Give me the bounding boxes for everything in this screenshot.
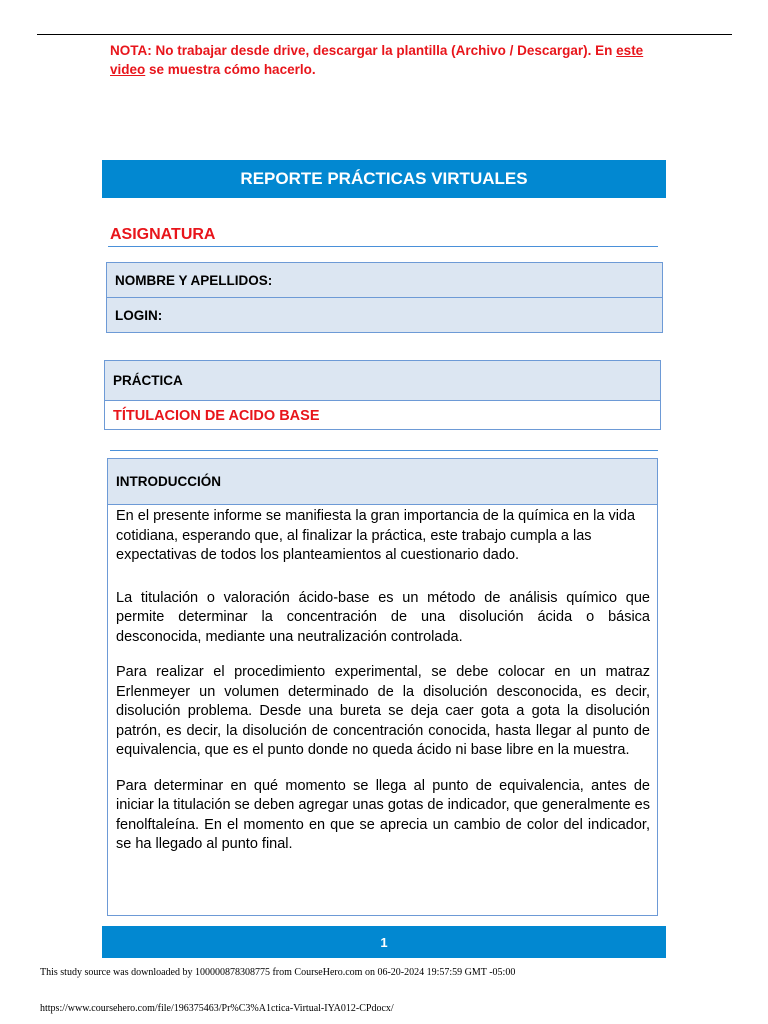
login-row[interactable] bbox=[107, 298, 662, 333]
name-row[interactable] bbox=[107, 263, 662, 298]
download-source-line: This study source was downloaded by 100000878308775 from CourseHero.com on 06-20-2024 19:57:59 GMT -05:00 bbox=[40, 967, 516, 978]
note-text-before: NOTA: No trabajar desde drive, descargar la plantilla (Archivo / Descargar). En bbox=[110, 43, 617, 58]
source-url[interactable]: https://www.coursehero.com/file/196375463/Pr%C3%A1ctica-Virtual-IYA012-CPdocx/ bbox=[40, 1003, 394, 1014]
login-label: LOGIN: bbox=[115, 308, 163, 323]
name-label: NOMBRE Y APELLIDOS: bbox=[115, 272, 273, 288]
asignatura-heading: ASIGNATURA bbox=[110, 226, 216, 243]
section-divider bbox=[110, 450, 658, 451]
report-title-banner bbox=[102, 160, 666, 198]
page-footer-bar bbox=[102, 926, 666, 958]
intro-paragraph: Para realizar el procedimiento experimental, se debe colocar en un matraz Erlenmeyer un volumen determinado de la disolución desconocida, es decir, disolución problema. Desde una bureta se deja caer gota a gota la disolución patrón, es decir, la disolución de concentración conocida, hasta llegar al punto de equivalencia, que es el punto donde no queda ácido ni base libre en la muestra. bbox=[116, 664, 650, 758]
practice-label: PRÁCTICA bbox=[113, 373, 183, 388]
practice-value-row[interactable] bbox=[105, 401, 660, 430]
practice-table bbox=[104, 360, 661, 430]
introduction-header bbox=[108, 459, 657, 505]
intro-paragraph: En el presente informe se manifiesta la gran importancia de la química en la vida cotidiana, esperando que, al finalizar la práctica, este trabajo cumpla a las expectativas de todos los planteamientos al cuestionario dado. bbox=[116, 508, 636, 563]
student-info-table bbox=[106, 262, 663, 333]
download-note bbox=[110, 41, 670, 79]
report-title: REPORTE PRÁCTICAS VIRTUALES bbox=[240, 169, 528, 188]
practice-label-row bbox=[105, 361, 660, 401]
asignatura-underline bbox=[108, 246, 658, 247]
intro-paragraph: Para determinar en qué momento se llega al punto de equivalencia, antes de iniciar la titulación se deben agregar unas gotas de indicador, que generalmente es fenolftaleína. En el momento en que se aprecia un cambio de color del indicador, se ha llegado al punto final. bbox=[116, 777, 650, 852]
introduction-body[interactable] bbox=[116, 507, 650, 871]
intro-paragraph: La titulación o valoración ácido-base es un método de análisis químico que permite determinar la concentración de una disolución ácida o básica desconocida, mediante una neutralización controlada. bbox=[116, 589, 650, 645]
video-link[interactable]: este video bbox=[110, 43, 644, 77]
page-number: 1 bbox=[380, 934, 388, 950]
top-rule bbox=[37, 34, 732, 35]
introduction-heading: INTRODUCCIÓN bbox=[116, 474, 221, 489]
practice-value: TÍTULACION DE ACIDO BASE bbox=[113, 407, 320, 424]
introduction-table bbox=[107, 458, 658, 916]
note-text-after: se muestra cómo hacerlo. bbox=[145, 62, 316, 77]
